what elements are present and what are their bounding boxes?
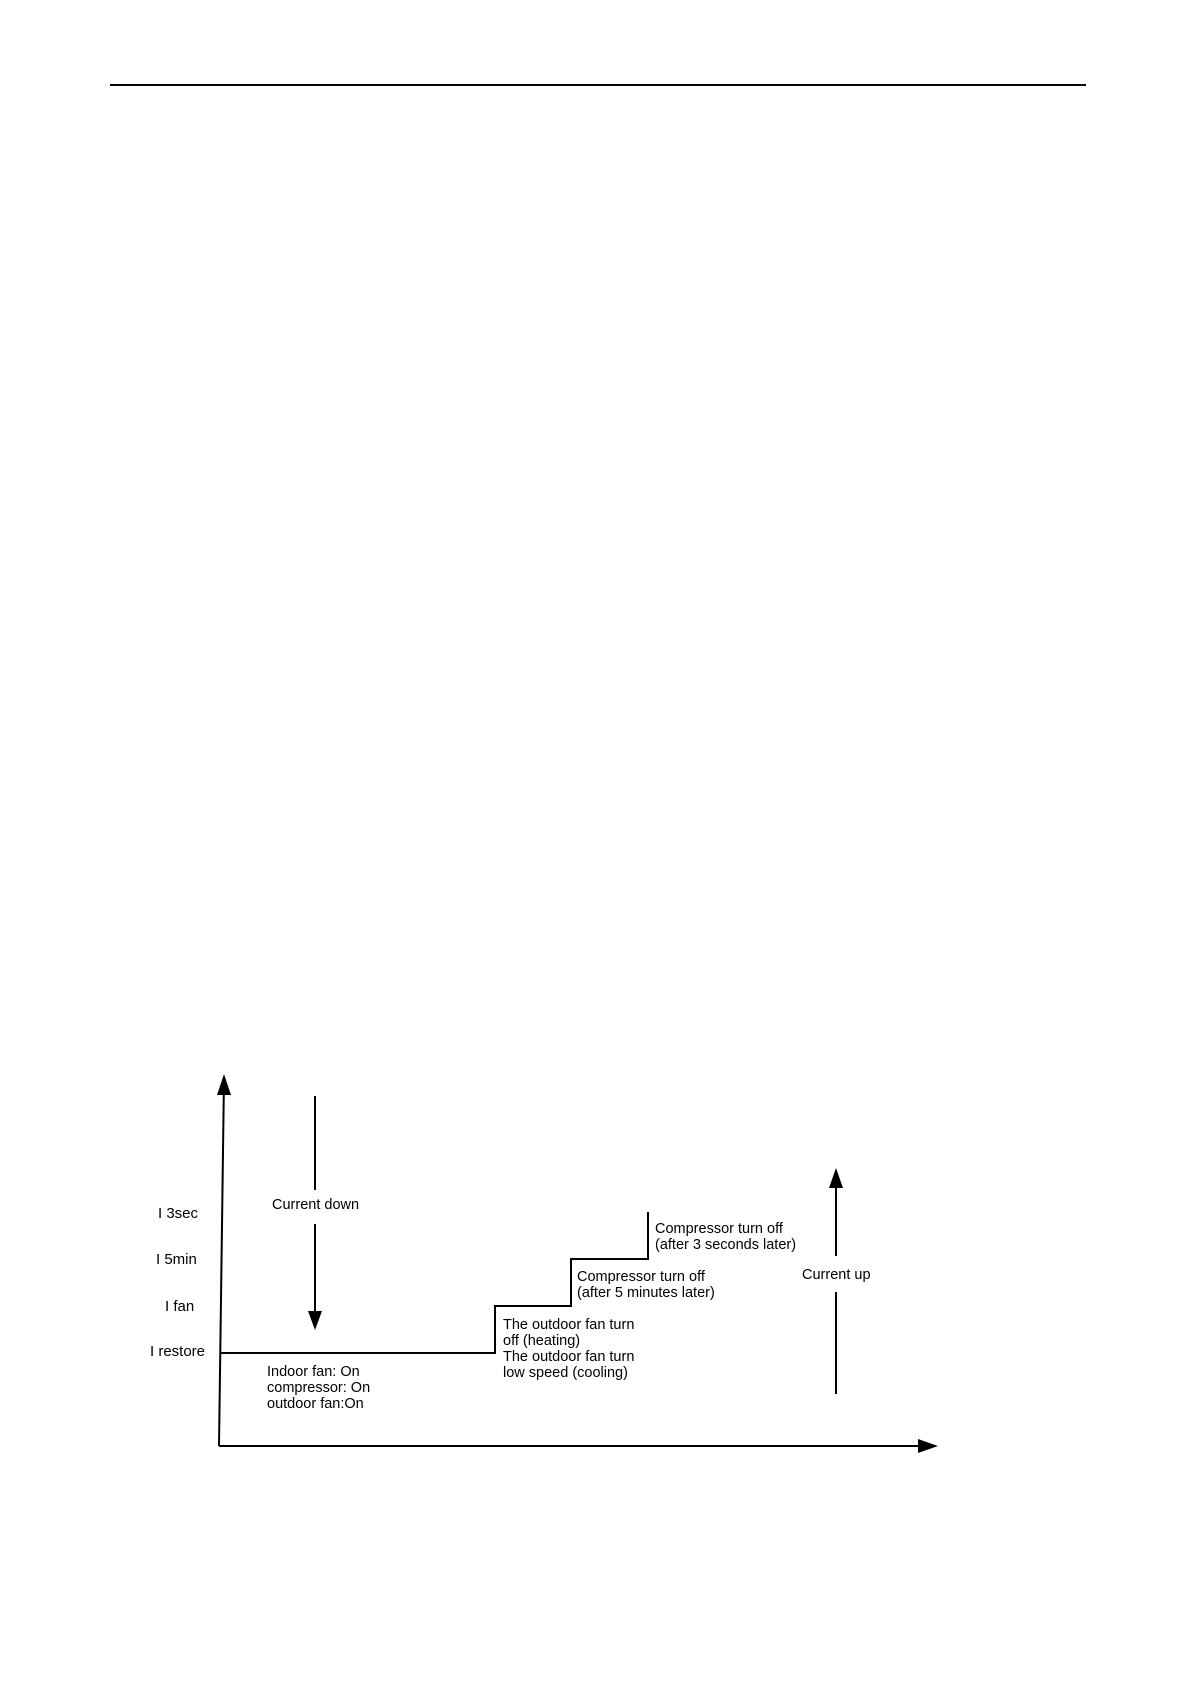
three-sec-annotation-line-1: Compressor turn off — [655, 1221, 783, 1237]
current-up-label: Current up — [802, 1267, 871, 1283]
three-sec-annotation-line-2: (after 3 seconds later) — [655, 1237, 797, 1253]
y-axis — [219, 1078, 224, 1446]
restore-annotation-line-3: outdoor fan:On — [267, 1396, 364, 1412]
fan-annotation-line-1: The outdoor fan turn — [503, 1317, 635, 1333]
current-down-arrowhead — [308, 1311, 322, 1330]
y-axis-arrowhead — [217, 1074, 231, 1095]
level-label-fan: I fan — [165, 1298, 195, 1315]
restore-annotation-line-1: Indoor fan: On — [267, 1364, 360, 1380]
level-label-restore: I restore — [150, 1343, 206, 1360]
current-up-arrowhead — [829, 1168, 843, 1188]
level-label-3sec: I 3sec — [158, 1205, 199, 1222]
fan-annotation-line-3: The outdoor fan turn — [503, 1349, 635, 1365]
five-min-annotation-line-1: Compressor turn off — [577, 1269, 705, 1285]
current-down-label: Current down — [272, 1197, 360, 1213]
fan-annotation-line-4: low speed (cooling) — [503, 1365, 628, 1381]
level-label-5min: I 5min — [156, 1251, 197, 1268]
fan-annotation-line-2: off (heating) — [503, 1333, 581, 1349]
restore-annotation-line-2: compressor: On — [267, 1380, 371, 1396]
x-axis-arrowhead — [918, 1439, 938, 1453]
five-min-annotation-line-2: (after 5 minutes later) — [577, 1285, 715, 1301]
